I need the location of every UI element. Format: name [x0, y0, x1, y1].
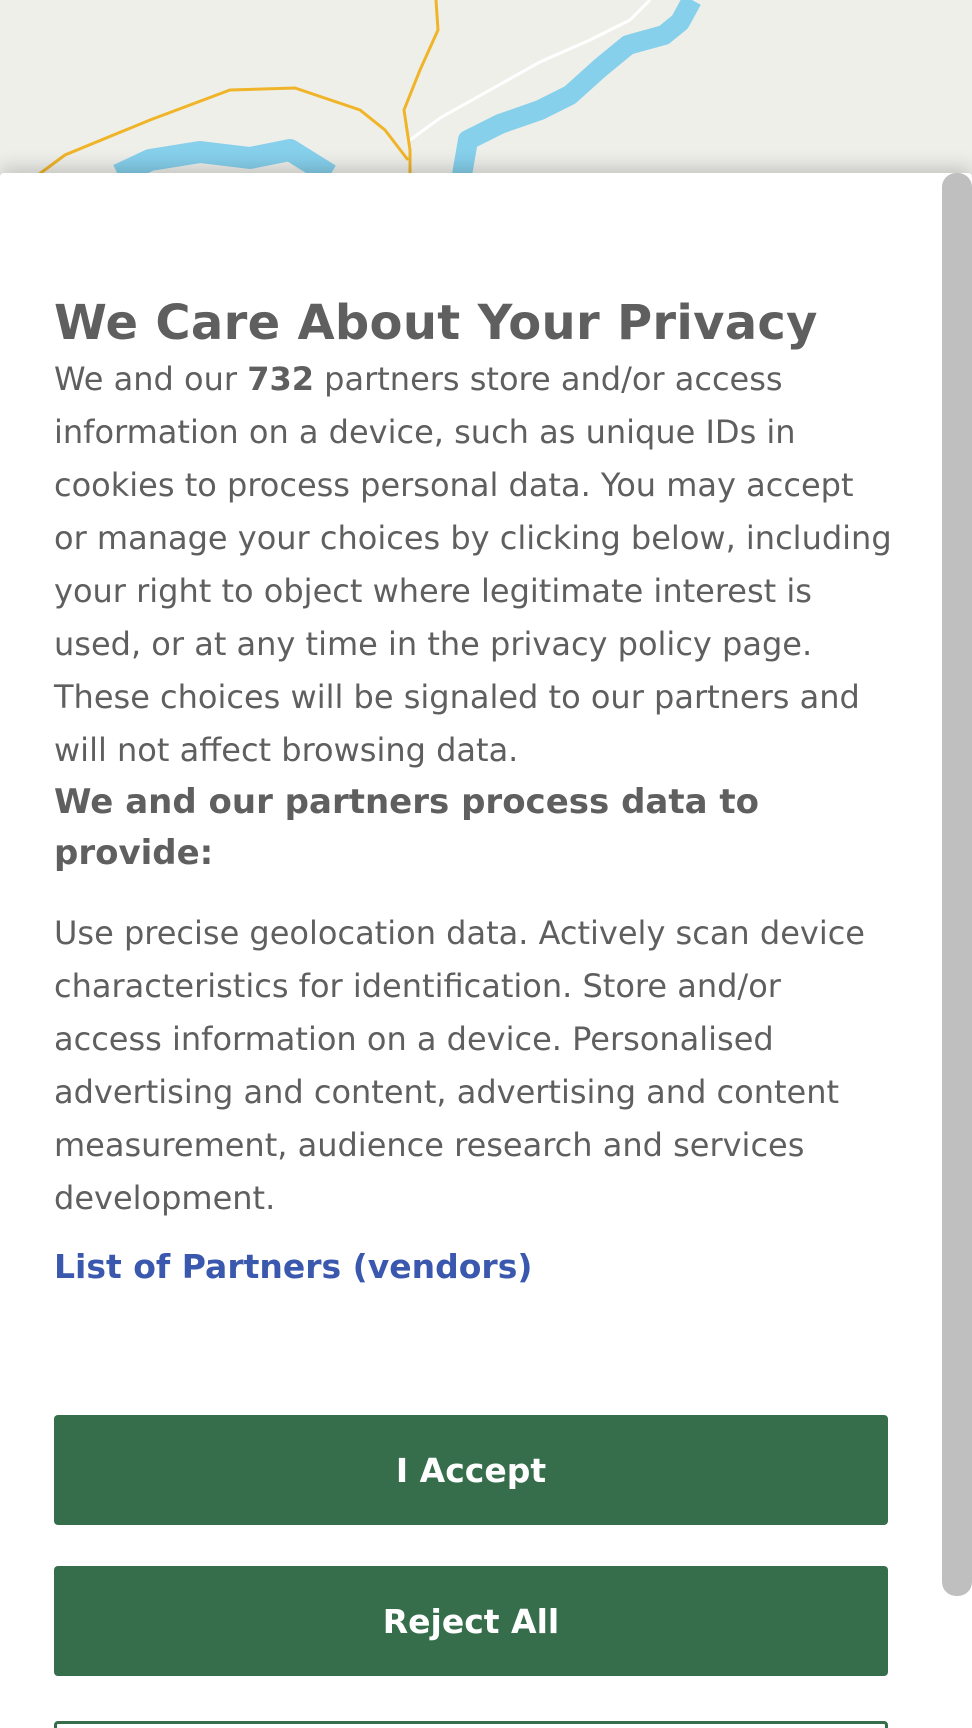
partner-count: 732: [247, 360, 314, 398]
more-options-button[interactable]: [54, 1721, 888, 1728]
map-canvas: [0, 0, 972, 175]
privacy-consent-dialog: [0, 173, 972, 1728]
purposes-text: Use precise geolocation data. Actively scan device characteristics for identification. Store and/or access information on a device. Personalised advertising and content, advertising and content measurement, audience research and services development.: [54, 914, 865, 1217]
purposes-heading: We and our partners process data to provide:: [54, 782, 760, 873]
accept-button[interactable]: I Accept: [54, 1415, 888, 1525]
consent-title: We Care About Your Privacy: [54, 295, 818, 351]
dialog-scrollbar[interactable]: [942, 173, 972, 1596]
intro-prefix: We and our: [54, 360, 248, 398]
reject-all-button[interactable]: Reject All: [54, 1566, 888, 1676]
river-shape-lower: [118, 150, 330, 175]
map-background: [0, 0, 972, 175]
consent-intro: [54, 353, 894, 777]
consent-content: [54, 293, 894, 1293]
intro-suffix: partners store and/or access information on a device, such as unique IDs in cookies to process personal data. You may accept or manage your choices by clicking below, including your right to object where legitimate interest is used, or at any time in the privacy policy page. These choices will be signaled to our partners and will not affect browsing data.: [54, 360, 892, 769]
road-line: [404, 0, 438, 175]
partners-list-link[interactable]: List of Partners (vendors): [54, 1247, 533, 1286]
